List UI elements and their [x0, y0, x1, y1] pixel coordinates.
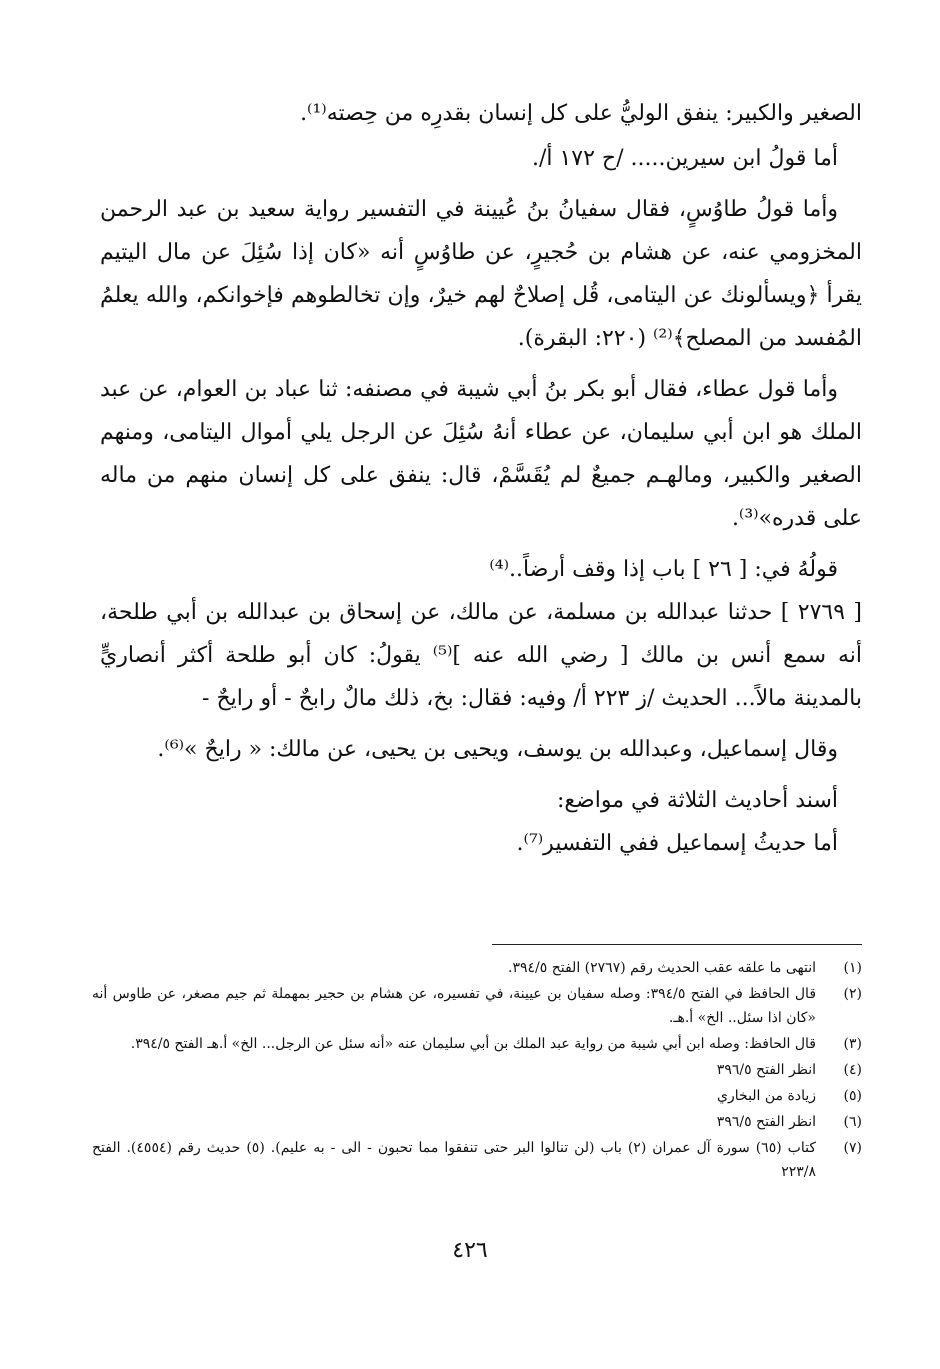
- footnote-number: (٣): [843, 1036, 862, 1052]
- paragraph-6: وقال إسماعيل، وعبدالله بن يوسف، ويحيى بن يحيى، عن مالك: « رايحٌ »⁽⁶⁾.: [157, 737, 838, 762]
- footnote-text: انتهى ما علقه عقب الحديث رقم (٢٧٦٧) الفتح ٣٩٤/٥.: [508, 960, 816, 976]
- section-heading: قولُهُ في: [ ٢٦ ] باب إذا وقف أرضاً..⁽⁴⁾: [489, 557, 838, 582]
- footnote-number: (٧): [843, 1140, 862, 1156]
- footnote-number: (٢): [843, 986, 862, 1002]
- footnote-text: قال الحافظ في الفتح ٣٩٤/٥: وصله سفيان بن عيينة، في تفسيره، عن هشام بن حجير بمهملة ثم جيم مصغر، عن طاوس أنه «كان اذا سئل.. الخ» أ.هـ.: [92, 986, 817, 1026]
- paragraph-2: أما قولُ ابن سيرين..... /ح ١٧٢ أ/.: [531, 146, 838, 171]
- paragraph-1: الصغير والكبير: ينفق الوليُّ على كل إنسان بقدرِه من حِصته⁽¹⁾.: [300, 101, 862, 126]
- paragraph-4: وأما قول عطاء، فقال أبو بكر بنُ أبي شيبة في مصنفه: ثنا عباد بن العوام، عن عبد الملك هو ابن أبي سليمان، عن عطاء أنهُ سُئِلَ عن الرجل يلي أموال اليتامى، ومنهم الصغير والكبير، ومالهـم جميعٌ لم يُقَسَّمْ، قال: ينفق على كل إنسان منهم من ماله على قدره»⁽³⁾.: [100, 377, 862, 531]
- paragraph-3: وأما قولُ طاوُسٍ، فقال سفيانُ بنُ عُيينة في التفسير رواية سعيد بن عبد الرحمن المخزومي عنه، عن هشام بن حُجيرٍ، عن طاوُسٍ أنه «كان إذا سُئِلَ عن مال اليتيم يقرأ ﴿ويسألونك عن اليتامى، قُل إصلاحٌ لهم خيرٌ، وإن تخالطوهم فإخوانكم، والله يعلمُ المُفسد من المصلح﴾⁽²⁾ (٢٢٠: البقرة).: [100, 197, 862, 351]
- footnote-item: [92, 1032, 862, 1056]
- footnotes: [92, 956, 862, 1186]
- footnote-divider: [492, 944, 862, 945]
- paragraph-7: أسند أحاديث الثلاثة في مواضع:: [556, 788, 838, 813]
- footnote-item: [92, 1058, 862, 1082]
- footnote-item: [92, 956, 862, 980]
- footnote-number: (٦): [843, 1114, 862, 1130]
- footnote-text: قال الحافظ: وصله ابن أبي شيبة من رواية عبد الملك بن أبي سليمان عنه «أنه سئل عن الرجل... الخ» أ.هـ الفتح ٣٩٤/٥.: [130, 1036, 816, 1052]
- footnote-item: [92, 1136, 862, 1184]
- footnote-item: [92, 1084, 862, 1108]
- paragraph-8: أما حديثُ إسماعيل ففي التفسير⁽⁷⁾.: [516, 831, 838, 856]
- footnote-text: كتاب (٦٥) سورة آل عمران (٢) باب (لن تنالوا البر حتى تنفقوا مما تحبون - الى - به عليم). (٥) حديث رقم (٤٥٥٤). الفتح ٢٢٣/٨: [92, 1140, 817, 1180]
- footnote-item: [92, 1110, 862, 1134]
- footnote-item: [92, 982, 862, 1030]
- footnote-text: زيادة من البخاري: [717, 1088, 816, 1104]
- footnote-text: انظر الفتح ٣٩٦/٥: [716, 1062, 816, 1078]
- page-number: ٤٢٦: [452, 1238, 488, 1263]
- footnote-number: (١): [843, 960, 862, 976]
- main-text: [100, 92, 862, 873]
- paragraph-hadith: [ ٢٧٦٩ ] حدثنا عبدالله بن مسلمة، عن مالك، عن إسحاق بن عبدالله بن أبي طلحة، أنه سمع أنس بن مالك [ رضي الله عنه ]⁽⁵⁾ يقولُ: كان أبو طلحة أكثر أنصاريٍّ بالمدينة مالاً... الحديث /ز ٢٢٣ أ/ وفيه: فقال: بخ، ذلك مالٌ رابحٌ - أو رايحٌ -: [100, 600, 863, 711]
- footnote-text: انظر الفتح ٣٩٦/٥: [716, 1114, 816, 1130]
- footnote-number: (٤): [843, 1062, 862, 1078]
- footnote-number: (٥): [843, 1088, 862, 1104]
